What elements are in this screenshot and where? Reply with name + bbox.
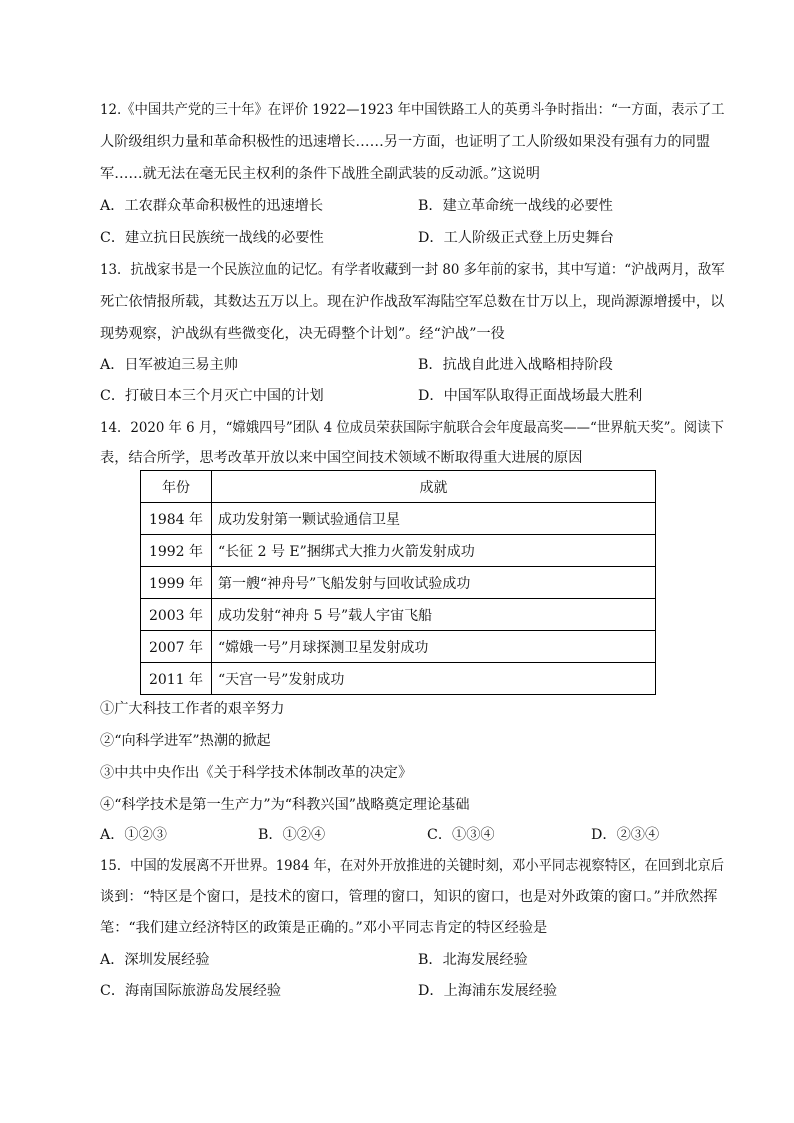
q14-statement-3: ③中共中央作出《关于科学技术体制改革的决定》 [100, 765, 413, 781]
table-cell-achievement: “嫦娥一号”月球探测卫星发射成功 [212, 631, 656, 663]
table-row [141, 663, 656, 695]
achievements-table [140, 470, 656, 695]
table-cell-year: 1984 年 [141, 503, 212, 535]
q15-option-c: C．海南国际旅游岛发展经验 [100, 983, 282, 999]
table-header-achievement: 成就 [212, 471, 656, 503]
q14-line-2: 表，结合所学，思考改革开放以来中国空间技术领域不断取得重大进展的原因 [100, 450, 583, 466]
q15-option-a: A．深圳发展经验 [100, 952, 210, 968]
table-row [141, 503, 656, 535]
q13-line-3: 现势观察，沪战纵有些微变化，决无碍整个计划”。经“沪战”一役 [100, 326, 505, 342]
table-cell-achievement: 成功发射第一颗试验通信卫星 [212, 503, 656, 535]
q15-line-2: 谈到：“特区是个窗口，是技术的窗口，管理的窗口，知识的窗口，也是对外政策的窗口。”并欣然挥 [100, 889, 718, 905]
table-cell-year: 2003 年 [141, 599, 212, 631]
q14-option-c: C．①③④ [427, 827, 495, 843]
q13-line-1: 13．抗战家书是一个民族泣血的记忆。有学者收藏到一封 80 多年前的家书，其中写道：“沪战两月，敌军 [100, 262, 725, 278]
q14-statement-1: ①广大科技工作者的艰辛努力 [100, 701, 285, 717]
table-cell-year: 2011 年 [141, 663, 212, 695]
q14-statement-2: ②“向科学进军”热潮的掀起 [100, 733, 271, 749]
q15-line-1: 15．中国的发展离不开世界。1984 年，在对外开放推进的关键时刻，邓小平同志视察特区，在回到北京后 [100, 858, 724, 874]
table-cell-year: 1992 年 [141, 535, 212, 567]
table-header-year: 年份 [141, 471, 212, 503]
q12-line-2: 人阶级组织力量和革命积极性的迅速增长……另一方面，也证明了工人阶级如果没有强有力的同盟 [100, 134, 711, 150]
q15-option-b: B．北海发展经验 [418, 952, 528, 968]
q13-option-d: D．中国军队取得正面战场最大胜利 [418, 388, 643, 404]
q15-option-d: D．上海浦东发展经验 [418, 983, 558, 999]
table-cell-year: 2007 年 [141, 631, 212, 663]
q14-option-a: A．①②③ [100, 827, 167, 843]
q13-line-2: 死亡依情报所载，其数达五万以上。现在沪作战敌军海陆空军总数在廿万以上，现尚源源增援中，以 [100, 294, 725, 310]
q14-line-1: 14．2020 年 6 月，“嫦娥四号”团队 4 位成员荣获国际宇航联合会年度最高奖——“世界航天奖”。阅读下 [100, 420, 724, 436]
q12-option-b: B．建立革命统一战线的必要性 [418, 198, 613, 214]
q12-line-1: 12.《中国共产党的三十年》在评价 1922—1923 年中国铁路工人的英勇斗争时指出：“一方面，表示了工 [100, 102, 725, 118]
q14-option-d: D．②③④ [591, 827, 660, 843]
q14-statement-4: ④“科学技术是第一生产力”为“科教兴国”战略奠定理论基础 [100, 797, 470, 813]
q12-option-a: A．工农群众革命积极性的迅速增长 [100, 198, 324, 214]
table-cell-year: 1999 年 [141, 567, 212, 599]
q12-line-3: 军……就无法在毫无民主权利的条件下战胜全副武装的反动派。”这说明 [100, 166, 540, 182]
table-cell-achievement: “天宫一号”发射成功 [212, 663, 656, 695]
q12-option-d: D．工人阶级正式登上历史舞台 [418, 230, 614, 246]
table-header-row [141, 471, 656, 503]
table-row [141, 535, 656, 567]
table-cell-achievement: 第一艘“神舟号”飞船发射与回收试验成功 [212, 567, 656, 599]
q14-option-b: B．①②④ [258, 827, 326, 843]
q15-line-3: 笔：“我们建立经济特区的政策是正确的。”邓小平同志肯定的特区经验是 [100, 920, 548, 936]
table-cell-achievement: “长征 2 号 E”捆绑式大推力火箭发射成功 [212, 535, 656, 567]
q12-option-c: C．建立抗日民族统一战线的必要性 [100, 230, 324, 246]
q13-option-b: B．抗战自此进入战略相持阶段 [418, 357, 613, 373]
table-row [141, 631, 656, 663]
table-cell-achievement: 成功发射“神舟 5 号”载人宇宙飞船 [212, 599, 656, 631]
q13-option-c: C．打破日本三个月灭亡中国的计划 [100, 388, 324, 404]
table-row [141, 567, 656, 599]
table-row [141, 599, 656, 631]
q13-option-a: A．日军被迫三易主帅 [100, 357, 238, 373]
